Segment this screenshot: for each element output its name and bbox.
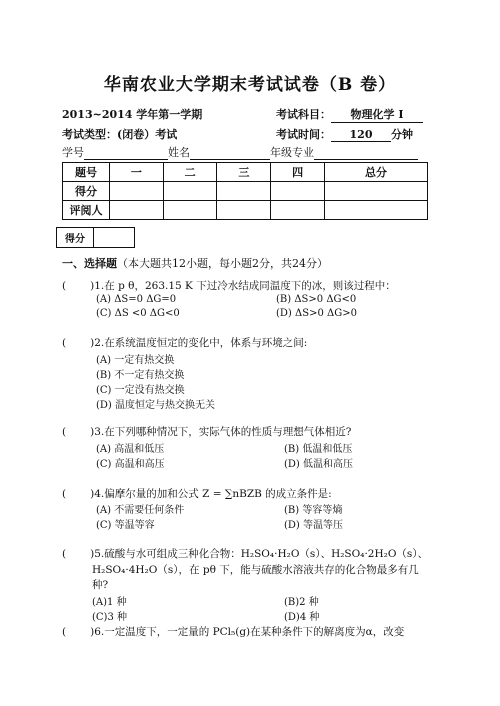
score-cell[interactable] xyxy=(110,201,164,220)
question-5 xyxy=(62,546,428,561)
time-unit: 分钟 xyxy=(391,128,413,141)
section-score-box xyxy=(56,227,135,248)
option-b: (B) ΔS>0 ΔG<0 xyxy=(276,294,357,305)
score-row-label: 得分 xyxy=(63,182,110,201)
name-blank[interactable] xyxy=(190,146,270,160)
score-cell[interactable] xyxy=(217,182,271,201)
option-c: (C) 等温等容 xyxy=(96,520,155,531)
time-value: 120 xyxy=(331,128,391,142)
option-a: (A) ΔS=0 ΔG=0 xyxy=(96,294,177,305)
section-note: （本大题共12小题，每小题2分，共24分） xyxy=(117,257,328,270)
student-no-blank[interactable] xyxy=(84,146,168,160)
answer-bracket-close: ) xyxy=(90,426,95,438)
section-heading xyxy=(62,255,328,271)
exam-time-field xyxy=(276,126,413,142)
option-b: (B) 不一定有热交换 xyxy=(96,370,185,381)
option-d: (D) 低温和高压 xyxy=(284,459,353,470)
score-header-cell: 四 xyxy=(271,163,325,182)
time-label: 考试时间： xyxy=(276,128,331,141)
answer-bracket-open[interactable]: ( xyxy=(62,548,67,560)
grade-label: 年级专业 xyxy=(270,146,314,159)
section-score-label: 得分 xyxy=(57,228,94,248)
answer-bracket-close: ) xyxy=(90,280,95,292)
score-table xyxy=(62,162,428,220)
score-cell[interactable] xyxy=(271,201,325,220)
score-cell[interactable] xyxy=(271,182,325,201)
option-c: (C) 一定没有热交换 xyxy=(96,385,185,396)
score-header-cell: 三 xyxy=(217,163,271,182)
semester-text: 2013~2014 学年第一学期 xyxy=(62,108,203,121)
answer-bracket-open[interactable]: ( xyxy=(62,337,67,349)
option-a: (A) 一定有热交换 xyxy=(96,355,175,366)
option-b: (B) 等容等熵 xyxy=(284,505,343,516)
question-4 xyxy=(62,486,332,501)
score-cell[interactable] xyxy=(163,182,217,201)
option-b: (B) 低温和低压 xyxy=(284,444,353,455)
score-table-row xyxy=(63,182,428,201)
question-text: 4.偏摩尔量的加和公式 Z = ∑nBZB 的成立条件是: xyxy=(94,488,332,500)
option-a: (A)1 种 xyxy=(92,597,127,608)
answer-bracket-close: ) xyxy=(90,488,95,500)
question-3 xyxy=(62,424,351,439)
question-text: 2.在系统温度恒定的变化中，体系与环境之间: xyxy=(94,337,308,349)
question-2 xyxy=(62,335,307,350)
subject-value: 物理化学 I xyxy=(331,106,423,123)
option-a: (A) 高温和低压 xyxy=(96,444,165,455)
score-cell[interactable] xyxy=(217,201,271,220)
score-cell[interactable] xyxy=(324,182,427,201)
option-a: (A) 不需要任何条件 xyxy=(96,505,185,516)
score-cell[interactable] xyxy=(110,182,164,201)
section-title: 一、选择题 xyxy=(62,257,117,270)
score-cell[interactable] xyxy=(324,201,427,220)
option-d: (D) 等温等压 xyxy=(284,520,343,531)
section-score-cell[interactable] xyxy=(94,228,135,248)
option-c: (C) 高温和高压 xyxy=(96,459,165,470)
option-d: (D) 温度恒定与热交换无关 xyxy=(96,400,215,411)
score-table-row xyxy=(63,201,428,220)
student-info-line xyxy=(62,144,418,160)
question-text: 5.硫酸与水可组成三种化合物：H₂SO₄·H₂O（s）、H₂SO₄·2H₂O（s）、 xyxy=(94,548,429,560)
answer-bracket-open[interactable]: ( xyxy=(62,488,67,500)
subject-field xyxy=(276,106,423,123)
answer-bracket-open[interactable]: ( xyxy=(62,426,67,438)
student-no-label: 学号 xyxy=(62,146,84,159)
score-cell[interactable] xyxy=(163,201,217,220)
question-5-line-2: H₂SO₄·4H₂O（s），在 pθ 下，能与硫酸水溶液共存的化合物最多有几 xyxy=(92,564,419,576)
question-text: 6.一定温度下，一定量的 PCl₅(g)在某种条件下的解离度为α，改变 xyxy=(94,626,405,638)
score-header-cell: 二 xyxy=(163,163,217,182)
score-header-cell: 一 xyxy=(110,163,164,182)
score-header-cell: 总分 xyxy=(324,163,427,182)
option-c: (C)3 种 xyxy=(92,612,127,623)
name-label: 姓名 xyxy=(168,146,190,159)
question-1 xyxy=(62,278,396,293)
option-d: (D) ΔS>0 ΔG>0 xyxy=(276,308,357,319)
exam-title: 华南农业大学期末考试试卷（B 卷） xyxy=(103,75,397,95)
question-text: 1.在 p θ，263.15 K 下过冷水结成同温度下的冰，则该过程中： xyxy=(94,280,396,292)
option-b: (B)2 种 xyxy=(284,597,319,608)
score-header-cell: 题号 xyxy=(63,163,110,182)
question-text: 3.在下列哪种情况下，实际气体的性质与理想气体相近? xyxy=(94,426,352,438)
option-c: (C) ΔS <0 ΔG<0 xyxy=(96,308,180,319)
question-5-line-3: 种? xyxy=(92,579,109,591)
answer-bracket-close: ) xyxy=(90,548,95,560)
question-6 xyxy=(62,624,404,639)
score-row-label: 评阅人 xyxy=(63,201,110,220)
answer-bracket-open[interactable]: ( xyxy=(62,280,67,292)
grade-blank[interactable] xyxy=(314,146,418,160)
subject-label: 考试科目： xyxy=(276,108,331,121)
answer-bracket-close: ) xyxy=(90,337,95,349)
answer-bracket-close: ) xyxy=(90,626,95,638)
option-d: (D)4 种 xyxy=(284,612,320,623)
score-table-header-row xyxy=(63,163,428,182)
exam-type-text: 考试类型：(闭卷）考试 xyxy=(62,128,178,141)
answer-bracket-open[interactable]: ( xyxy=(62,626,67,638)
